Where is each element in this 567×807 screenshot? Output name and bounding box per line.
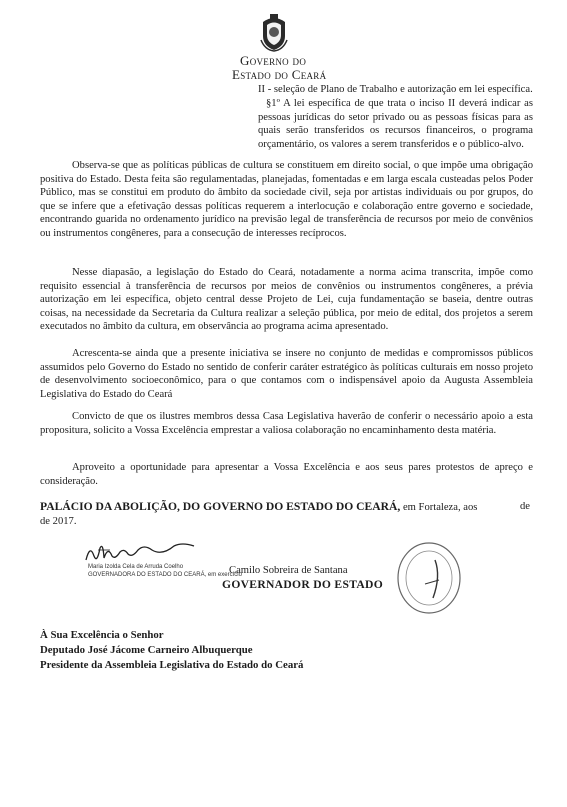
header-line-2: Estado do Ceará: [232, 67, 327, 82]
handwritten-signature: [82, 538, 202, 566]
addressee-line-1: À Sua Excelência o Senhor: [40, 629, 164, 641]
body-paragraph-2: Nesse diapasão, a legislação do Estado do Ceará, notadamente a norma acima transcrita, impõe como requisito essencial à transferência de recursos por meios de convênios ou instrumentos congêneres, a prévia autorização em lei específica, objeto central desse Projeto de Lei, cuja fundamentação se baseia, dentre outras coisas, na necessidade da Secretaria da Cultura realizar a seleção pública, por meio de edital, dos projetos a serem executados no âmbito da cultura, em observância ao programa acima apresentado.: [40, 267, 533, 333]
closing-place: em Fortaleza, aos: [400, 502, 478, 513]
body-paragraph-3: Acrescenta-se ainda que a presente iniciativa se insere no conjunto de medidas e compromissos públicos assumidos pelo Governo do Estado no sentido de conferir caráter estratégico às políticas culturais em nosso projeto de desenvolvimento socioeconômico, para o que contamos com o indispensável apoio da Augusta Assembleia Legislativa do Estado do Ceará: [40, 348, 533, 400]
body-paragraph-4: Convicto de que os ilustres membros dessa Casa Legislativa haverão de conferir o necessário apoio a esta propositura, solicito a Vossa Excelência emprestar a valiosa colaboração no encaminhamento desta matéria.: [40, 411, 533, 436]
closing-de: de: [520, 501, 530, 512]
addressee-line-2: Deputado José Jácome Carneiro Albuquerque: [40, 644, 253, 656]
palace-name: PALÁCIO DA ABOLIÇÃO, DO GOVERNO DO ESTADO DO CEARÁ,: [40, 500, 401, 513]
signatory-title: GOVERNADOR DO ESTADO: [222, 578, 384, 591]
quote-item: II - seleção de Plano de Trabalho e autorização em lei específica.: [258, 84, 533, 95]
header-line-1: Governo do: [240, 53, 307, 68]
closing-year: de 2017.: [40, 516, 77, 527]
closing-date-line: [40, 500, 533, 529]
addressee-line-3: Presidente da Assembleia Legislativa do Estado do Ceará: [40, 659, 304, 671]
stamp-role: GOVERNADORA DO ESTADO DO CEARÁ, em exercício: [88, 572, 242, 578]
received-seal-stamp: [395, 540, 463, 616]
stamp-name: Maria Izolda Cela de Arruda Coelho: [88, 564, 184, 570]
quote-paragraph: §1º A lei específica de que trata o inciso II deverá indicar as pessoas jurídicas do setor privado ou as pessoas físicas para as quais serão transferidos os recursos financeiros, o programa orçamentário, os valores a serem transferidos e o público-alvo.: [258, 98, 533, 150]
acting-governor-stamp: [88, 563, 242, 579]
state-crest-icon: [259, 12, 289, 52]
body-paragraph-5: Aproveito a oportunidade para apresentar a Vossa Excelência e aos seus pares protestos de apreço e consideração.: [40, 462, 533, 487]
signatory-name: Camilo Sobreira de Santana: [229, 565, 348, 576]
body-paragraph-1: Observa-se que as políticas públicas de cultura se constituem em direito social, o que impõe uma obrigação positiva do Estado. Desta feita são regulamentadas, planejadas, fomentadas e em larga escala custeadas pelos Poder Público, mas se constitui em produto do âmbito da sociedade civil, seja por artistas individuais ou por grupos, do que se infere que a efetivação dessas políticas requerem a interlocução e colaboração entre governo e sociedade, encontrando guarida no ordenamento jurídico na previsão legal de transferência de recursos por meio de convênios ou instrumentos congêneres, para a consecução de interesses recíprocos.: [40, 160, 533, 239]
